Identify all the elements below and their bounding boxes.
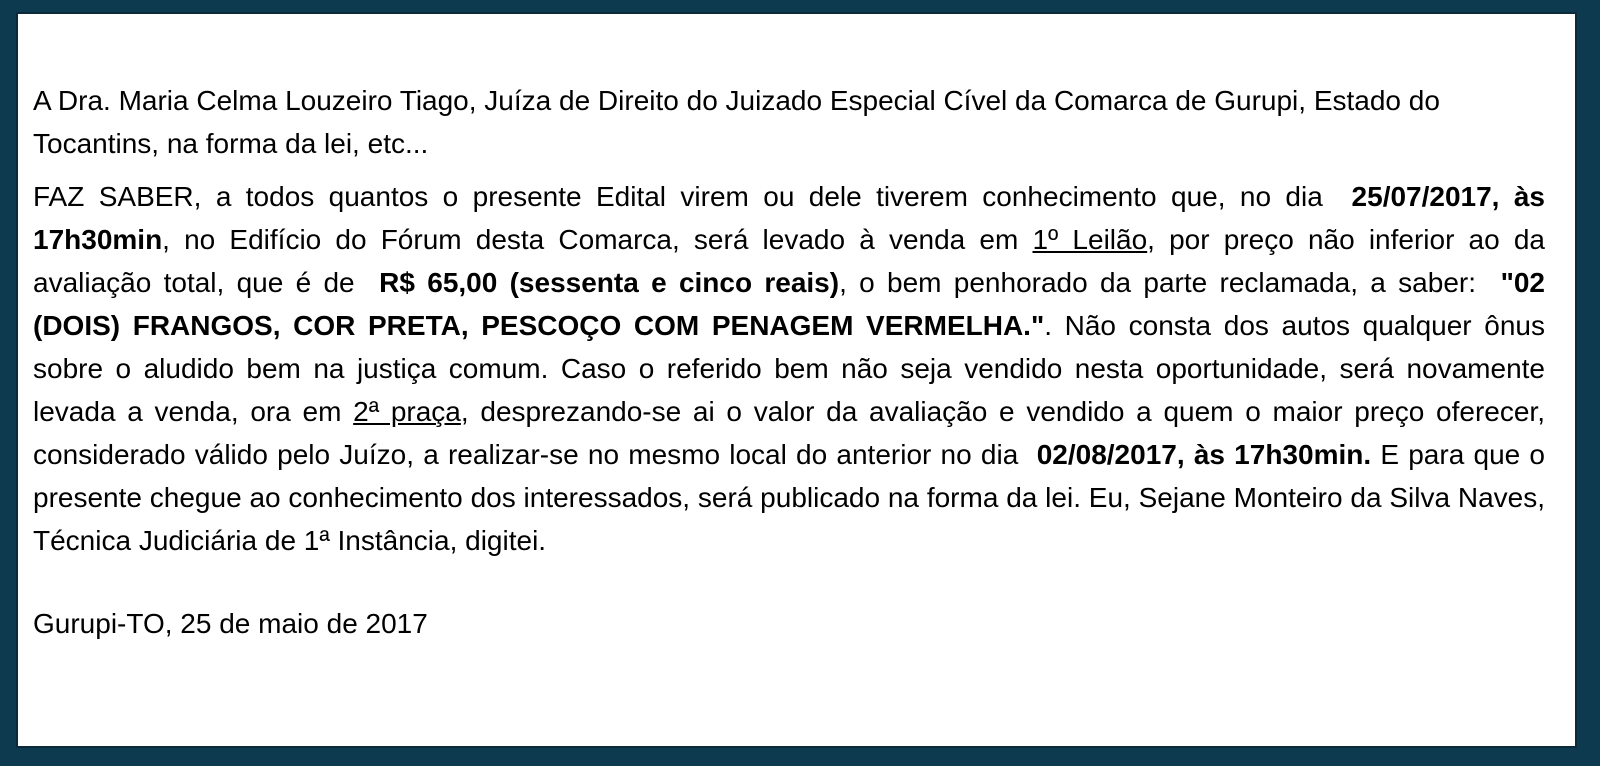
text-run: 02/08/2017, às 17h30min. bbox=[1036, 439, 1372, 470]
text-run: "02 (DOIS) FRANGOS, COR PRETA, PESCOÇO COM PENAGEM VERMELHA." bbox=[33, 267, 1545, 341]
edict-body-paragraph bbox=[33, 175, 1545, 562]
edict-dateline: Gurupi-TO, 25 de maio de 2017 bbox=[33, 608, 428, 639]
document-sheet bbox=[16, 12, 1577, 748]
text-run: 25/07/2017, às 17h30min bbox=[33, 181, 1545, 255]
edict-content bbox=[18, 14, 1575, 645]
text-run: FAZ SABER, a todos quantos o presente Edital virem ou dele tiverem conhecimento que, no dia bbox=[33, 181, 1352, 212]
text-run: , no Edifício do Fórum desta Comarca, será levado à venda em bbox=[162, 224, 1033, 255]
text-run: , desprezando-se ai o valor da avaliação e vendido a quem o maior preço oferecer, considerado válido pelo Juízo, a realizar-se no mesmo local do anterior no dia bbox=[33, 396, 1545, 470]
text-run: E para que o presente chegue ao conhecimento dos interessados, será publicado na forma da lei. Eu, Sejane Monteiro da Silva Naves, Técnica Judiciária de 1ª Instância, digitei. bbox=[33, 439, 1545, 556]
text-run: , o bem penhorado da parte reclamada, a saber: bbox=[839, 267, 1501, 298]
text-run: 1º Leilão bbox=[1032, 224, 1148, 255]
text-run: . Não consta dos autos qualquer ônus sobre o aludido bem na justiça comum. Caso o referido bem não seja vendido nesta oportunidade, será novamente levada a venda, ora em bbox=[33, 310, 1545, 427]
text-run: 2ª praça bbox=[353, 396, 461, 427]
text-run: , por preço não inferior ao da avaliação total, que é de bbox=[33, 224, 1546, 298]
text-run: R$ 65,00 (sessenta e cinco reais) bbox=[379, 267, 840, 298]
edict-intro-paragraph: A Dra. Maria Celma Louzeiro Tiago, Juíza de Direito do Juizado Especial Cível da Comarca de Gurupi, Estado do Tocantins, na forma da lei, etc... bbox=[33, 85, 1440, 159]
